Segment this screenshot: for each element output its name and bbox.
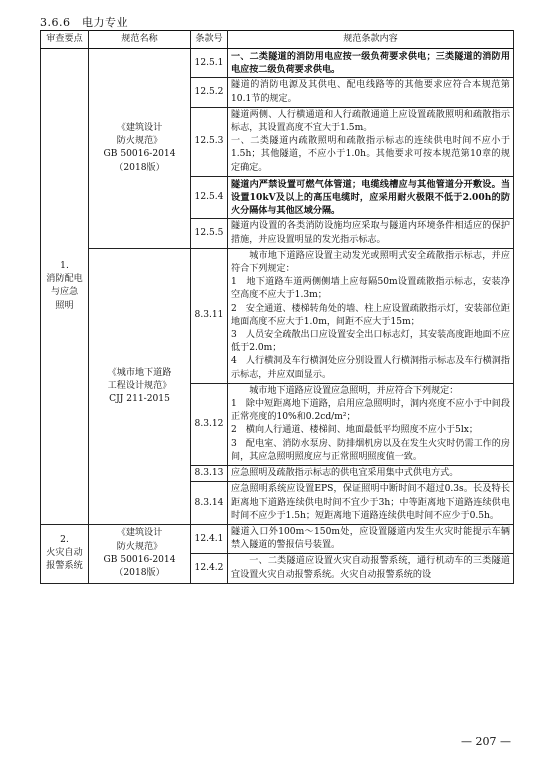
header-clause-no: 条款号 (191, 31, 228, 49)
clause-paragraph: 应急照明及疏散指示标志的供电宜采用集中式供电方式。 (231, 468, 459, 479)
clause-content (228, 482, 514, 525)
table-row (41, 49, 514, 78)
clause-content (228, 554, 514, 583)
header-code-name: 规范名称 (89, 31, 191, 49)
clause-content (228, 383, 514, 465)
clause-paragraph: 隧道两侧、人行横通道和人行疏散通道上应设置疏散照明和疏散指示标志，其设置高度不宜大于1.5m。 (231, 109, 510, 134)
review-point-cell: 1. 消防配电 与应急 照明 (41, 49, 89, 525)
clause-content (228, 107, 514, 176)
clause-number: 8.3.13 (191, 466, 228, 482)
code-name-cell: 《城市地下道路 工程设计规范》 CJJ 211-2015 (89, 248, 191, 524)
clause-content (228, 176, 514, 219)
clause-paragraph: 一、二类隧道内疏散照明和疏散指示标志的连续供电时间不应小于1.5h；其他隧道，不应小于1.0h。其他要求可按本规范第10章的规定确定。 (231, 136, 510, 173)
review-point-cell: 2. 火灾自动 报警系统 (41, 524, 89, 583)
clause-paragraph: 隧道内设置的各类消防设施均应采取与隧道内环境条件相适应的保护措施，并应设置明显的发光指示标志。 (231, 221, 510, 245)
clause-number: 12.5.4 (191, 176, 228, 219)
clause-paragraph: 2 横向人行通道、楼梯间、地面最低平均照度不应小于5lx； (231, 425, 478, 436)
spec-table (40, 30, 514, 584)
code-name-cell: 《建筑设计 防火规范》 GB 50016-2014 （2018版） (89, 49, 191, 249)
clause-paragraph: 城市地下道路应设置应急照明，并应符合下列规定： (249, 385, 459, 396)
clause-paragraph: 4 人行横洞及车行横洞处应分别设置人行横洞指示标志及车行横洞指示标志，并应双面显示。 (231, 356, 510, 380)
section-title: 3.6.6 电力专业 (40, 16, 128, 29)
clause-content (228, 524, 514, 553)
clause-paragraph: 隧道的消防电源及其供电、配电线路等的其他要求应符合本规范第10.1节的规定。 (231, 80, 510, 104)
clause-number: 8.3.12 (191, 383, 228, 465)
clause-paragraph: 3 人员安全疏散出口应设置安全出口标志灯，其安装高度距地面不应低于2.0m； (231, 330, 510, 354)
page-number: — 207 — (461, 735, 511, 748)
clause-paragraph: 1 除中短距离地下道路，启用应急照明时，洞内亮度不应小于中间段正常亮度的10%和0.2cd/m²； (231, 399, 510, 423)
clause-paragraph: 3 配电室、消防水泵房、防排烟机房以及在发生火灾时仍需工作的房间，其应急照明照度应与正常照明照度值一致。 (231, 438, 510, 462)
clause-number: 12.5.3 (191, 107, 228, 176)
table-header-row (41, 31, 514, 49)
header-review-point: 审查要点 (41, 31, 89, 49)
clause-paragraph: 城市地下道路应设置主动发光或照明式安全疏散指示标志，并应符合下列规定： (231, 250, 510, 275)
clause-paragraph: 1 地下道路车道两侧侧墙上应每隔50m设置疏散指示标志，安装净空高度不应大于1.3m； (231, 277, 510, 301)
clause-number: 12.5.2 (191, 78, 228, 107)
clause-number: 12.5.1 (191, 49, 228, 78)
clause-paragraph: 2 安全通道、楼梯转角处的墙、柱上应设置疏散指示灯，安装部位距地面高度不应大于1.0m，间距不应大于15m； (231, 303, 510, 327)
clause-paragraph: 隧道内严禁设置可燃气体管道；电缆线槽应与其他管道分开敷设。当设置10kV及以上的高压电缆时，应采用耐火极限不低于2.00h的防火分隔体与其他区域分隔。 (231, 178, 510, 217)
clause-paragraph: 一、二类隧道的消防用电应按一级负荷要求供电；三类隧道的消防用电应按二级负荷要求供电。 (231, 51, 510, 76)
clause-content (228, 466, 514, 482)
clause-number: 12.4.2 (191, 554, 228, 583)
clause-number: 8.3.14 (191, 482, 228, 525)
table-body (41, 49, 514, 584)
clause-number: 12.4.1 (191, 524, 228, 553)
clause-content (228, 248, 514, 383)
clause-number: 12.5.5 (191, 219, 228, 248)
clause-content (228, 49, 514, 78)
clause-content (228, 78, 514, 107)
clause-paragraph: 应急照明系统应设置EPS，保证照明中断时间不超过0.3s。长及特长距离地下道路连续供电时间不宜少于3h；中等距离地下道路连续供电时间不应少于1.5h；短距离地下道路连续供电时间不应少于0.5h。 (231, 484, 510, 521)
clause-content (228, 219, 514, 248)
table-row (41, 248, 514, 383)
table-row (41, 524, 514, 553)
code-name-cell: 《建筑设计 防火规范》 GB 50016-2014 （2018版） (89, 524, 191, 583)
clause-paragraph: 隧道入口外100m～150m处，应设置隧道内发生火灾时能提示车辆禁入隧道的警报信号装置。 (231, 526, 510, 551)
header-content: 规范条款内容 (228, 31, 514, 49)
clause-number: 8.3.11 (191, 248, 228, 383)
clause-paragraph: 一、二类隧道应设置火灾自动报警系统，通行机动车的三类隧道宜设置火灾自动报警系统。火灾自动报警系统的设 (231, 556, 510, 580)
